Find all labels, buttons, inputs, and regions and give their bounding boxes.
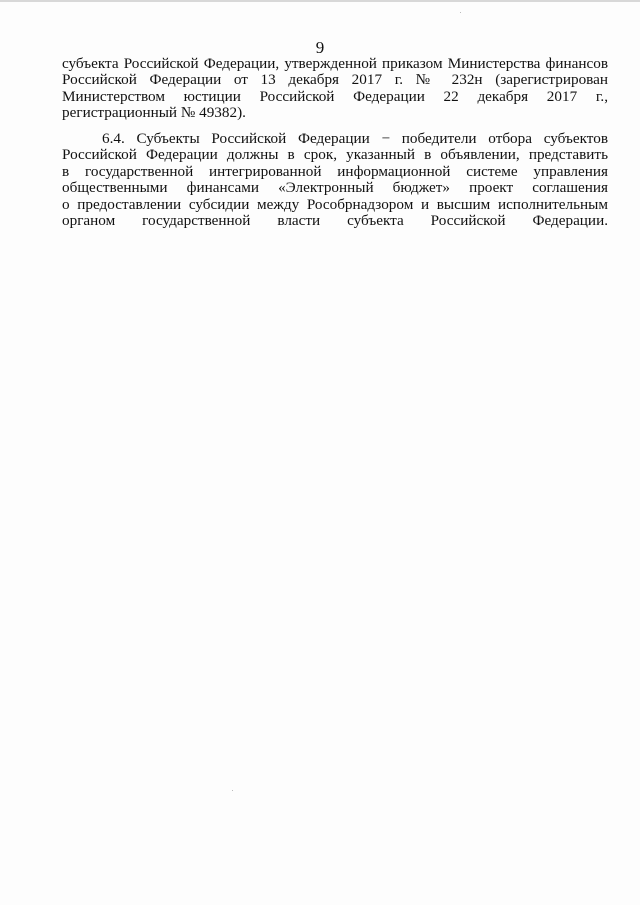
text-line: регистрационный № 49382). — [62, 104, 246, 122]
text-line: Российской Федерации от 13 декабря 2017 г. № 232н (зарегистрирован — [62, 71, 608, 89]
paragraph-6-4 — [62, 131, 608, 229]
page-top-edge — [0, 0, 640, 2]
text-line: Российской Федерации должны в срок, указанный в объявлении, представить — [62, 146, 608, 164]
text-line: в государственной интегрированной информационной системе управления — [62, 162, 608, 180]
scan-speck — [460, 12, 461, 13]
text-line: 6.4. Субъекты Российской Федерации − победители отбора субъектов — [102, 130, 608, 147]
paragraph-continued — [62, 56, 608, 122]
page-number: 9 — [315, 38, 325, 57]
scan-speck — [232, 790, 233, 791]
text-line: Министерством юстиции Российской Федерации 22 декабря 2017 г., — [62, 87, 608, 105]
text-line: субъекта Российской Федерации, утвержденной приказом Министерства финансов — [62, 55, 608, 72]
text-line: органом государственной власти субъекта Российской Федерации. — [62, 211, 608, 229]
text-line: общественными финансами «Электронный бюджет» проект соглашения — [62, 179, 608, 197]
text-line: о предоставлении субсидии между Рособрнадзором и высшим исполнительным — [62, 195, 608, 213]
